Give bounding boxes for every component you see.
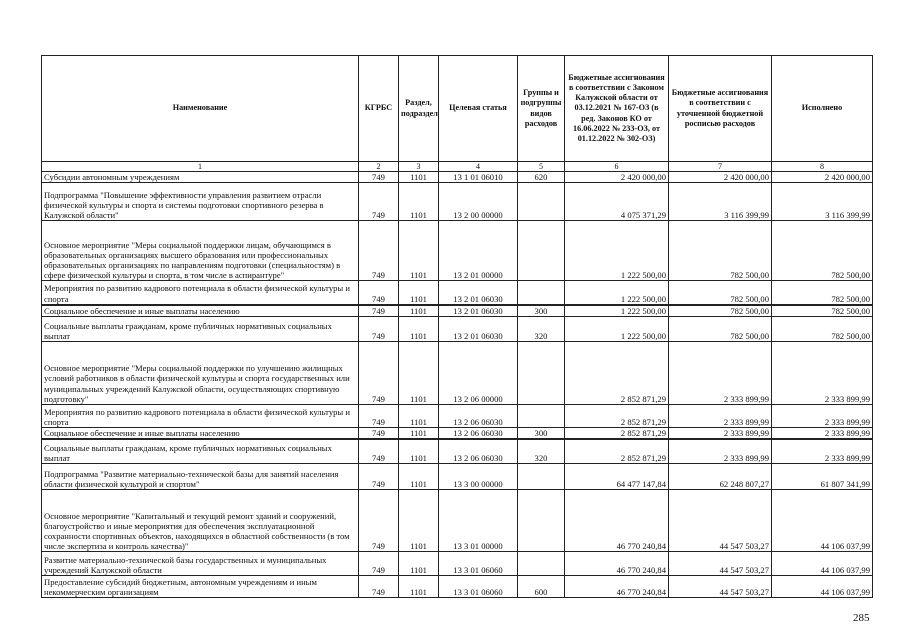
row-kgrbs: 749	[359, 464, 399, 490]
table-row	[42, 316, 873, 341]
table-body	[42, 172, 873, 598]
table-row	[42, 439, 873, 464]
row-executed: 44 106 037,99	[772, 552, 873, 576]
row-executed: 2 333 899,99	[772, 439, 873, 464]
column-number: 6	[565, 162, 669, 172]
row-section: 1101	[399, 404, 439, 427]
row-executed: 782 500,00	[772, 221, 873, 281]
row-executed: 2 333 899,99	[772, 341, 873, 404]
row-group	[518, 464, 565, 490]
row-law-allocation: 1 222 500,00	[565, 305, 669, 317]
table-row	[42, 404, 873, 427]
row-kgrbs: 749	[359, 221, 399, 281]
row-section: 1101	[399, 281, 439, 305]
header-name: Наименование	[42, 56, 359, 162]
row-law-allocation: 1 222 500,00	[565, 281, 669, 305]
row-name: Социальное обеспечение и иные выплаты населению	[42, 427, 359, 439]
row-name: Субсидии автономным учреждениям	[42, 172, 359, 183]
row-section: 1101	[399, 490, 439, 552]
row-name: Подпрограмма "Повышение эффективности управления развитием отрасли физической культуры и спорта и системы подготовки спортивного резерва в Калужской области"	[42, 183, 359, 221]
row-executed: 782 500,00	[772, 316, 873, 341]
row-executed: 2 420 000,00	[772, 172, 873, 183]
row-executed: 782 500,00	[772, 281, 873, 305]
row-law-allocation: 2 852 871,29	[565, 404, 669, 427]
table-row	[42, 552, 873, 576]
row-revised-allocation: 782 500,00	[669, 281, 772, 305]
row-law-allocation: 2 420 000,00	[565, 172, 669, 183]
column-number: 5	[518, 162, 565, 172]
row-executed: 782 500,00	[772, 305, 873, 317]
row-target: 13 2 01 06030	[439, 316, 518, 341]
table-row	[42, 427, 873, 439]
row-group	[518, 552, 565, 576]
header-target: Целевая статья	[439, 56, 518, 162]
row-kgrbs: 749	[359, 316, 399, 341]
row-group: 600	[518, 576, 565, 598]
column-number: 1	[42, 162, 359, 172]
row-name: Развитие материально-технической базы государственных и муниципальных учреждений Калужской области	[42, 552, 359, 576]
column-number: 2	[359, 162, 399, 172]
row-name: Основное мероприятие "Капитальный и текущий ремонт зданий и сооружений, благоустройство и иные мероприятия для обеспечения эксплуатационной сохранности спортивных объектов, находящихся в областной собственности (в том числе экспертиза и контроль качества)"	[42, 490, 359, 552]
row-section: 1101	[399, 341, 439, 404]
row-name: Социальное обеспечение и иные выплаты населению	[42, 305, 359, 317]
row-kgrbs: 749	[359, 183, 399, 221]
row-executed: 2 333 899,99	[772, 427, 873, 439]
row-law-allocation: 1 222 500,00	[565, 221, 669, 281]
row-revised-allocation: 782 500,00	[669, 305, 772, 317]
row-law-allocation: 64 477 147,84	[565, 464, 669, 490]
row-target: 13 2 06 06030	[439, 427, 518, 439]
row-section: 1101	[399, 183, 439, 221]
row-law-allocation: 46 770 240,84	[565, 490, 669, 552]
row-section: 1101	[399, 172, 439, 183]
row-name: Мероприятия по развитию кадрового потенциала в области физической культуры и спорта	[42, 404, 359, 427]
row-target: 13 2 01 06030	[439, 281, 518, 305]
row-law-allocation: 46 770 240,84	[565, 552, 669, 576]
header-law-allocations: Бюджетные ассигнования в соответствии с Законом Калужской области от 03.12.2021 № 167-ОЗ (в ред. Законов КО от 16.06.2022 № 233-ОЗ, от 01.12.2022 № 302-ОЗ)	[565, 56, 669, 162]
row-revised-allocation: 44 547 503,27	[669, 490, 772, 552]
row-revised-allocation: 44 547 503,27	[669, 552, 772, 576]
table-row	[42, 172, 873, 183]
row-revised-allocation: 44 547 503,27	[669, 576, 772, 598]
column-number: 3	[399, 162, 439, 172]
row-revised-allocation: 782 500,00	[669, 221, 772, 281]
row-group: 620	[518, 172, 565, 183]
row-target: 13 2 06 06030	[439, 404, 518, 427]
row-revised-allocation: 2 420 000,00	[669, 172, 772, 183]
row-kgrbs: 749	[359, 341, 399, 404]
row-target: 13 3 01 00000	[439, 490, 518, 552]
table-row	[42, 490, 873, 552]
header-kgrbs: КГРБС	[359, 56, 399, 162]
row-target: 13 1 01 06010	[439, 172, 518, 183]
row-kgrbs: 749	[359, 305, 399, 317]
row-kgrbs: 749	[359, 552, 399, 576]
column-number: 7	[669, 162, 772, 172]
row-revised-allocation: 782 500,00	[669, 316, 772, 341]
row-revised-allocation: 2 333 899,99	[669, 341, 772, 404]
row-section: 1101	[399, 427, 439, 439]
table-row	[42, 576, 873, 598]
row-law-allocation: 4 075 371,29	[565, 183, 669, 221]
row-section: 1101	[399, 576, 439, 598]
row-revised-allocation: 2 333 899,99	[669, 427, 772, 439]
row-section: 1101	[399, 552, 439, 576]
row-group: 320	[518, 316, 565, 341]
row-kgrbs: 749	[359, 281, 399, 305]
table-row	[42, 183, 873, 221]
row-group	[518, 183, 565, 221]
row-law-allocation: 46 770 240,84	[565, 576, 669, 598]
table-row	[42, 341, 873, 404]
row-group	[518, 341, 565, 404]
row-section: 1101	[399, 305, 439, 317]
column-number: 4	[439, 162, 518, 172]
row-name: Предоставление субсидий бюджетным, автономным учреждениям и иным некоммерческим организациям	[42, 576, 359, 598]
row-kgrbs: 749	[359, 490, 399, 552]
row-group: 320	[518, 439, 565, 464]
row-group	[518, 404, 565, 427]
row-name: Социальные выплаты гражданам, кроме публичных нормативных социальных выплат	[42, 316, 359, 341]
row-target: 13 3 00 00000	[439, 464, 518, 490]
table-row	[42, 305, 873, 317]
row-kgrbs: 749	[359, 576, 399, 598]
row-law-allocation: 2 852 871,29	[565, 341, 669, 404]
row-target: 13 2 01 00000	[439, 221, 518, 281]
row-section: 1101	[399, 439, 439, 464]
row-revised-allocation: 3 116 399,99	[669, 183, 772, 221]
row-executed: 61 807 341,99	[772, 464, 873, 490]
row-executed: 2 333 899,99	[772, 404, 873, 427]
table-row	[42, 464, 873, 490]
row-name: Мероприятия по развитию кадрового потенциала в области физической культуры и спорта	[42, 281, 359, 305]
row-target: 13 2 06 06030	[439, 439, 518, 464]
row-law-allocation: 2 852 871,29	[565, 427, 669, 439]
header-groups: Группы и подгруппы видов расходов	[518, 56, 565, 162]
row-executed: 44 106 037,99	[772, 576, 873, 598]
row-revised-allocation: 2 333 899,99	[669, 439, 772, 464]
budget-table	[41, 55, 873, 598]
row-group: 300	[518, 305, 565, 317]
row-target: 13 3 01 06060	[439, 576, 518, 598]
header-section: Раздел, подраздел	[399, 56, 439, 162]
row-kgrbs: 749	[359, 172, 399, 183]
row-kgrbs: 749	[359, 404, 399, 427]
row-group	[518, 221, 565, 281]
row-name: Основное мероприятие "Меры социальной поддержки по улучшению жилищных условий работников в области физической культуры и спорта государственных или муниципальных учреждений Калужской области, осуществляющих спортивную подготовку"	[42, 341, 359, 404]
table-header	[42, 56, 873, 172]
row-target: 13 3 01 06060	[439, 552, 518, 576]
page-number: 285	[853, 612, 870, 624]
row-law-allocation: 2 852 871,29	[565, 439, 669, 464]
row-name: Социальные выплаты гражданам, кроме публичных нормативных социальных выплат	[42, 439, 359, 464]
column-number: 8	[772, 162, 873, 172]
row-target: 13 2 06 00000	[439, 341, 518, 404]
row-law-allocation: 1 222 500,00	[565, 316, 669, 341]
row-group	[518, 281, 565, 305]
row-revised-allocation: 62 248 807,27	[669, 464, 772, 490]
column-number-row	[42, 162, 873, 172]
row-section: 1101	[399, 221, 439, 281]
row-executed: 3 116 399,99	[772, 183, 873, 221]
row-kgrbs: 749	[359, 427, 399, 439]
row-executed: 44 106 037,99	[772, 490, 873, 552]
row-revised-allocation: 2 333 899,99	[669, 404, 772, 427]
row-name: Основное мероприятие "Меры социальной поддержки лицам, обучающимся в образовательных организациях высшего образования или профессиональных образовательных организациях по направлениям подготовки (специальностям) в сфере физической культуры и спорта, в том числе в аспирантуре"	[42, 221, 359, 281]
row-target: 13 2 00 00000	[439, 183, 518, 221]
row-group	[518, 490, 565, 552]
row-name: Подпрограмма "Развитие материально-технической базы для занятий населения области физической культурой и спортом"	[42, 464, 359, 490]
header-executed: Исполнено	[772, 56, 873, 162]
row-group: 300	[518, 427, 565, 439]
row-section: 1101	[399, 464, 439, 490]
row-section: 1101	[399, 316, 439, 341]
header-revised-allocations: Бюджетные ассигнования в соответствии с уточненной бюджетной росписью расходов	[669, 56, 772, 162]
table-row	[42, 281, 873, 305]
table-row	[42, 221, 873, 281]
row-kgrbs: 749	[359, 439, 399, 464]
row-target: 13 2 01 06030	[439, 305, 518, 317]
